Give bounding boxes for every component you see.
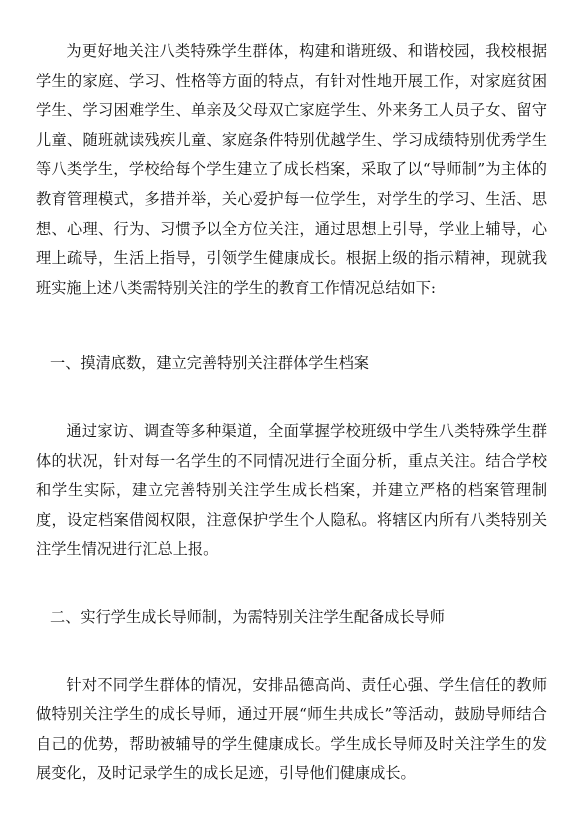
spacer	[36, 565, 547, 603]
intro-paragraph: 为更好地关注八类特殊学生群体，构建和谐班级、和谐校园，我校根据学生的家庭、学习、性格等方面的特点，有针对性地开展工作，对家庭贫困学生、学习困难学生、单亲及父母双亡家庭学生、外来务工人员子女、留守儿童、随班就读残疾儿童、家庭条件特别优越学生、学习成绩特别优秀学生等八类学生，学校给每个学生建立了成长档案，采取了以“导师制”为主体的教育管理模式，多措并举，关心爱护每一位学生，对学生的学习、生活、思想、心理、行为、习惯予以全方位关注，通过思想上引导，学业上辅导，心理上疏导，生活上指导，引领学生健康成长。根据上级的指示精神，现就我班实施上述八类需特别关注的学生的教育工作情况总结如下:	[36, 42, 547, 297]
spacer	[36, 303, 547, 349]
section-2-paragraph: 针对不同学生群体的情况，安排品德高尚、责任心强、学生信任的教师做特别关注学生的成长导师，通过开展“师生共成长”等活动，鼓励导师结合自己的优势，帮助被辅导的学生健康成长。学生成长导师及时关注学生的发展变化，及时记录学生的成长足迹，引导他们健康成长。	[36, 675, 547, 783]
spacer	[36, 633, 547, 671]
section-1-heading: 一、摸清底数，建立完善特别关注群体学生档案	[50, 354, 369, 373]
section-1-paragraph: 通过家访、调查等多种渠道，全面掌握学校班级中学生八类特殊学生群体的状况，针对每一名学生的不同情况进行全面分析，重点关注。结合学校和学生实际，建立完善特别关注学生成长档案，并建立严格的档案管理制度，设定档案借阅权限，注意保护学生个人隐私。将辖区内所有八类特别关注学生情况进行汇总上报。	[36, 421, 547, 559]
spacer	[36, 379, 547, 417]
document-page	[36, 37, 547, 789]
section-2-heading: 二、实行学生成长导师制，为需特别关注学生配备成长导师	[50, 607, 445, 626]
